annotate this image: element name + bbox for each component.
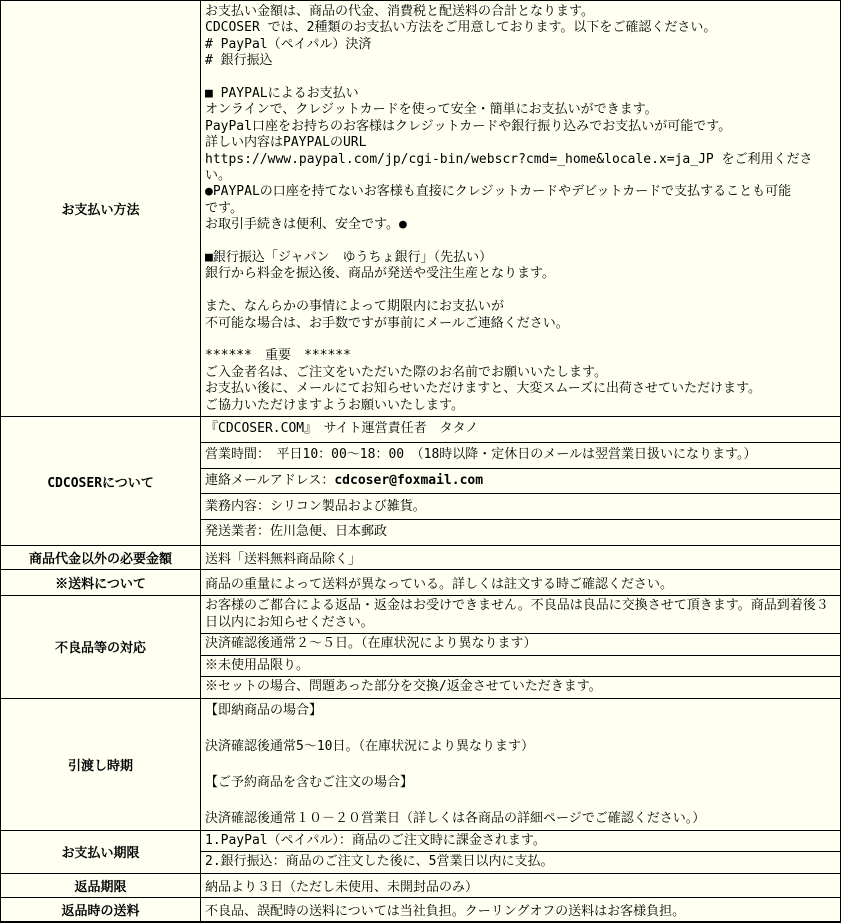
bank-transfer-deadline: 2.銀行振込：商品のご注文した後に、5営業日以内に支払。 (205, 854, 554, 870)
payment-deadline-content (201, 831, 840, 873)
contact-email-label: 連絡メールアドレス： (205, 472, 335, 488)
row-return-shipping-cost (1, 898, 840, 921)
extra-charges-content: 送料「送料無料商品除く」 (205, 552, 362, 568)
row-about-cdcoser (1, 417, 840, 546)
text-line: ■ PAYPALによるお支払い (205, 86, 359, 102)
text-line: です。 (205, 200, 243, 216)
text-line: ご協力いただけますようお願いいたします。 (205, 397, 464, 413)
text-line: ●PAYPALの口座を持てないお客様も直接にクレジットカードやデビットカードで支払することも可能 (205, 184, 792, 200)
exchange-lead-time: 決済確認後通常２～５日。（在庫状況により異なります） (201, 634, 840, 656)
row-delivery-time (1, 699, 840, 831)
shipping-fee-note-content: 商品の重量によって送料が異なっている。詳しくは註文する時ご確認ください。 (205, 577, 674, 593)
paypal-deadline: 1.PayPal（ペイパル）：商品のご注文時に課金されます。 (201, 831, 840, 853)
text-line (205, 756, 836, 774)
row-label-extra-charges: 商品代金以外の必要金額 (1, 546, 201, 569)
business-hours: 営業時間： 平日10：00～18：00 （18時以降・定休日のメールは翌営業日扱いになります。） (201, 443, 840, 469)
text-line: # PayPal（ペイパル）決済 (205, 36, 372, 52)
text-line: 不可能な場合は、お手数ですが事前にメールご連絡ください。 (205, 315, 569, 331)
text-line (205, 332, 836, 348)
text-line: オンラインで、クレジットカードを使って安全・簡単にお支払いができます。 (205, 102, 658, 118)
text-line: 決済確認後通常１０－２０営業日（詳しくは各商品の詳細ページでご確認ください。） (205, 810, 706, 826)
text-line: 詳しい内容はPAYPALのURL (205, 135, 367, 151)
row-payment-deadline (1, 831, 840, 874)
set-exchange-note: ※セットの場合、問題あった部分を交換/返金させていただきます。 (205, 679, 602, 695)
text-line: # 銀行振込 (205, 53, 273, 69)
contact-email-row (201, 469, 840, 495)
about-cdcoser-content (201, 417, 840, 545)
row-payment-method (1, 1, 840, 417)
unused-only-note: ※未使用品限り。 (201, 656, 840, 678)
payment-method-content (201, 1, 840, 416)
row-defective-items (1, 596, 840, 699)
text-line: 銀行から料金を振込後、商品が発送や受注生産となります。 (205, 266, 555, 282)
text-line (205, 792, 836, 810)
delivery-time-content (201, 699, 840, 830)
text-line (205, 720, 836, 738)
row-label-return-deadline: 返品期限 (1, 874, 201, 897)
text-line: また、なんらかの事情によって期限内にお支払いが (205, 299, 505, 315)
text-line (205, 70, 836, 86)
text-line (205, 234, 836, 250)
text-line: 【ご予約商品を含むご注文の場合】 (205, 774, 414, 790)
defective-items-content (201, 596, 840, 698)
text-line: お支払い金額は、商品の代金、消費税と配送料の合計となります。 (205, 4, 594, 19)
text-line: ****** 重要 ****** (205, 348, 351, 364)
business-description: 業務内容：シリコン製品および雑貨。 (201, 494, 840, 520)
text-line: 決済確認後通常5～10日。（在庫状況により異なります） (205, 738, 534, 754)
row-label-return-shipping-cost: 返品時の送料 (1, 898, 201, 921)
row-label-shipping-fee-note: ※送料について (1, 570, 201, 595)
row-label-payment-method: お支払い方法 (1, 1, 201, 416)
row-label-payment-deadline: お支払い期限 (1, 831, 201, 873)
text-line: ■銀行振込「ジャパン ゆうちょ銀行」（先払い） (205, 250, 493, 266)
shipping-carriers: 発送業者：佐川急便、日本郵政 (205, 524, 388, 540)
text-line: ご入金者名は、ご注文をいただいた際のお名前でお願いいたします。 (205, 364, 607, 380)
return-shipping-cost-content: 不良品、誤配時の送料については当社負担。クーリングオフの送料はお客様負担。 (205, 903, 686, 919)
row-return-deadline (1, 874, 840, 898)
row-label-defective-items: 不良品等の対応 (1, 596, 201, 698)
text-line (205, 283, 836, 299)
text-line: PayPal口座をお持ちのお客様はクレジットカードや銀行振り込みでお支払いが可能です。 (205, 118, 732, 134)
text-line: https://www.paypal.com/jp/cgi-bin/webscr?cmd=_home&locale.x=ja_JP をご利用ください。 (205, 151, 813, 184)
contact-email: cdcoser@foxmail.com (334, 472, 484, 488)
text-line: CDCOSER では、2種類のお支払い方法をご用意しております。以下をご確認ください。 (205, 20, 717, 36)
return-policy: お客様のご都合による返品・返金はお受けできません。不良品は良品に交換させて頂きます。商品到着後３日以内にお知らせください。 (201, 596, 840, 634)
return-deadline-content: 納品より３日（ただし未使用、未開封品のみ） (205, 879, 479, 895)
row-shipping-fee-note (1, 570, 840, 596)
row-label-delivery-time: 引渡し時期 (1, 699, 201, 830)
row-extra-charges (1, 546, 840, 570)
text-line: お取引手続きは便利、安全です。● (205, 217, 407, 233)
text-line: お支払い後に、メールにてお知らせいただけますと、大変スムーズに出荷させていただけます。 (205, 381, 762, 397)
row-label-about-cdcoser: CDCOSERについて (1, 417, 201, 545)
text-line: 【即納商品の場合】 (205, 702, 323, 718)
site-operator: 『CDCOSER.COM』 サイト運営責任者 タタノ (201, 417, 840, 443)
